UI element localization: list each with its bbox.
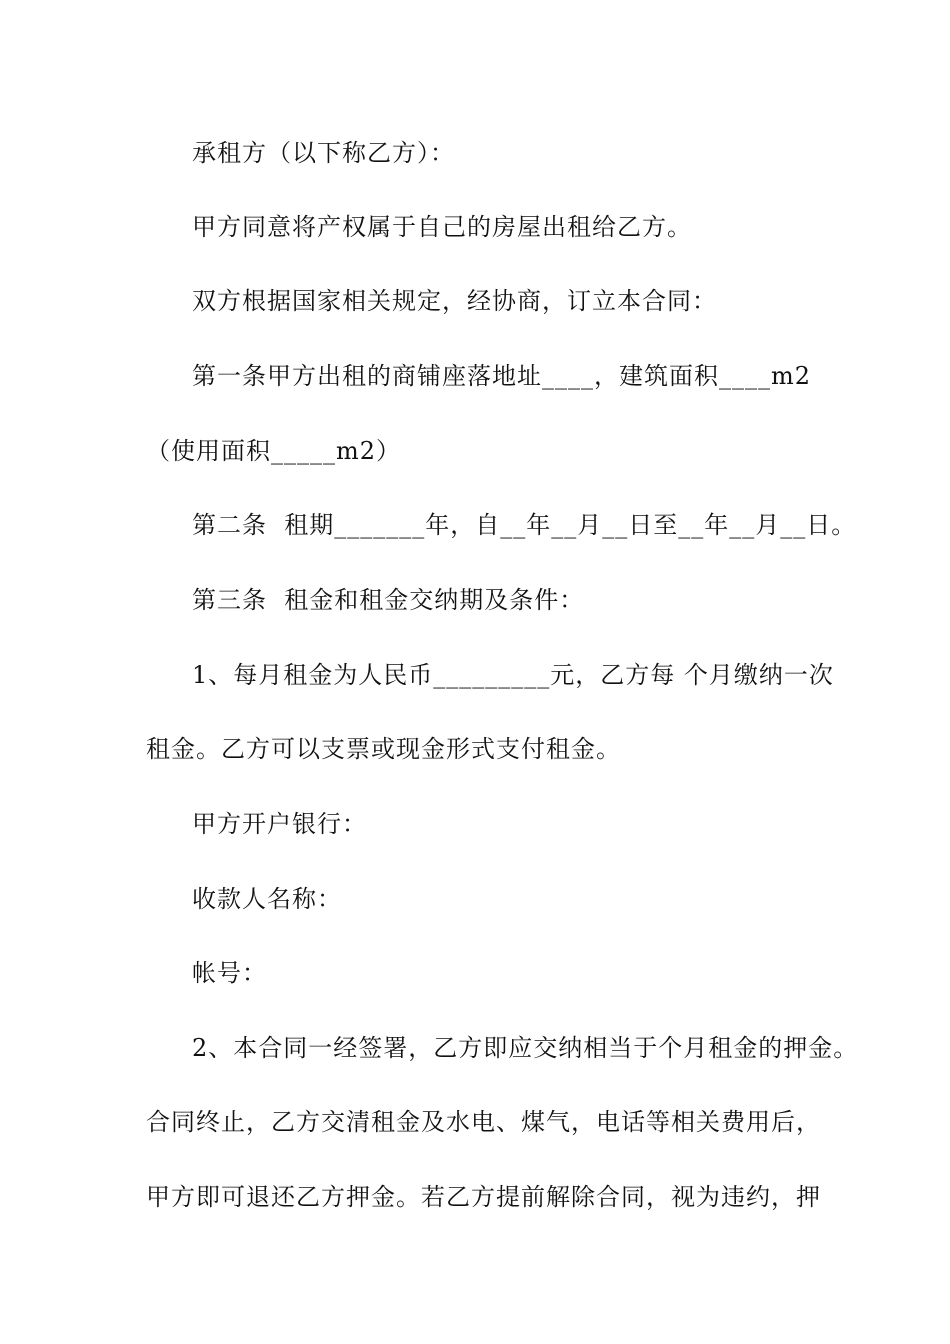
usable-area-line: （使用面积_____m2） [146, 437, 402, 465]
payee-line: 收款人名称： [192, 885, 342, 913]
monthly-rent-line: 1、每月租金为人民币_________元，乙方每 个月缴纳一次 [192, 661, 834, 689]
article-two-line: 第二条 租期_______年，自__年__月__日至__年__月__日。 [192, 511, 857, 539]
payment-method-line: 租金。乙方可以支票或现金形式支付租金。 [146, 735, 621, 763]
consent-line: 甲方同意将产权属于自己的房屋出租给乙方。 [192, 213, 692, 241]
bank-line: 甲方开户银行： [192, 810, 367, 838]
account-line: 帐号： [192, 959, 267, 987]
termination-line: 合同终止，乙方交清租金及水电、煤气，电话等相关费用后， [146, 1108, 821, 1136]
agreement-line: 双方根据国家相关规定，经协商，订立本合同： [192, 287, 717, 315]
lessee-line: 承租方（以下称乙方）： [192, 139, 455, 167]
article-one-line: 第一条甲方出租的商铺座落地址____，建筑面积____m2 [192, 362, 812, 390]
deposit-line: 2、本合同一经签署，乙方即应交纳相当于个月租金的押金。 [192, 1034, 859, 1062]
article-three-line: 第三条 租金和租金交纳期及条件： [192, 586, 585, 614]
refund-line: 甲方即可退还乙方押金。若乙方提前解除合同，视为违约，押 [146, 1183, 821, 1211]
